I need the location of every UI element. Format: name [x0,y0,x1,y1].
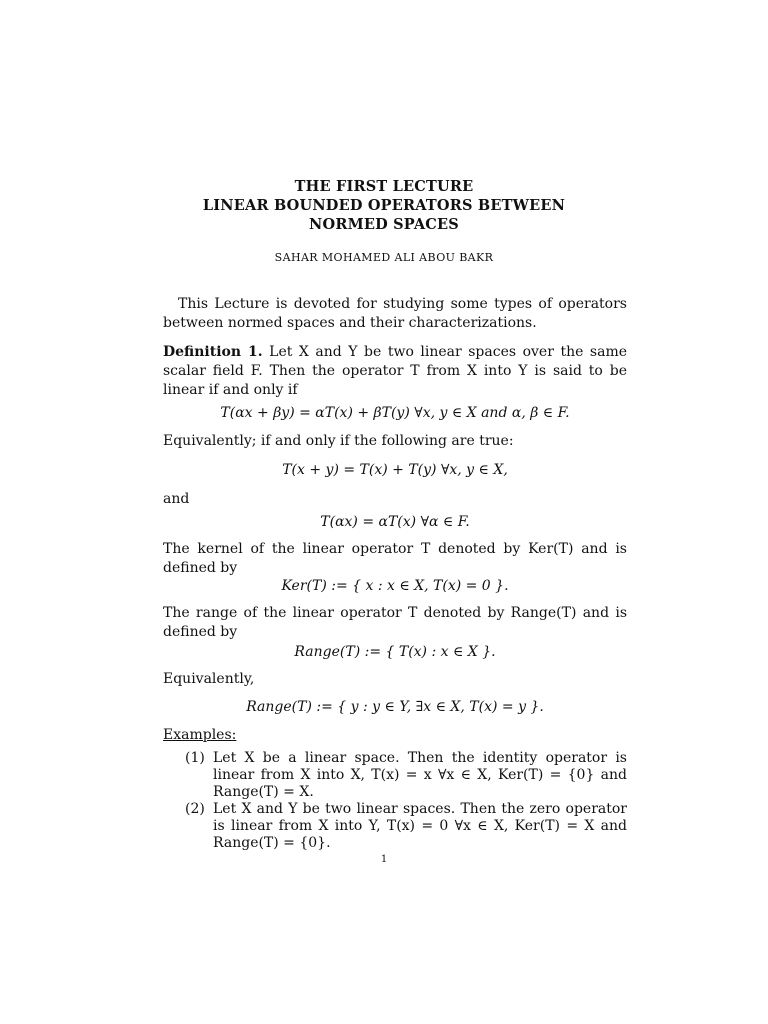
list-item-number: (2) [185,801,205,817]
list-item-text: Let X and Y be two linear spaces. Then the zero operator is linear from X into Y, T(x) = 0 ∀x ∈ X, Ker(T) = X and Range(T) = {0}. [213,801,627,851]
and-text: and [163,491,190,507]
list-item [185,750,627,801]
examples-heading [163,726,627,745]
equation-linearity: T(αx + βy) = αT(x) + βT(y) ∀x, y ∈ X and α, β ∈ F. [220,405,570,421]
title-line-2: LINEAR BOUNDED OPERATORS BETWEEN [202,197,566,214]
kernel-paragraph: The kernel of the linear operator T denoted by Ker(T) and is defined by [163,541,627,576]
title-line-1: THE FIRST LECTURE [294,178,474,195]
equation-kernel: Ker(T) := { x : x ∈ X, T(x) = 0 }. [281,578,509,594]
definition-paragraph [163,343,627,400]
equation-additivity: T(x + y) = T(x) + T(y) ∀x, y ∈ X, [282,462,508,478]
intro-paragraph: This Lecture is devoted for studying some types of operators between normed spaces and their characterizations. [163,296,627,331]
title-line-3: NORMED SPACES [309,216,459,233]
equivalently-2: Equivalently, [163,671,255,687]
examples-heading-text: Examples: [163,727,237,743]
equation-range: Range(T) := { T(x) : x ∈ X }. [294,644,496,660]
definition-text: Let X and Y be two linear spaces over the same scalar field F. Then the operator T from X into Y is said to be linear if and only if [163,344,628,398]
list-item [185,801,627,852]
list-item-number: (1) [185,750,205,766]
equation-homogeneity: T(αx) = αT(x) ∀α ∈ F. [320,514,470,530]
range-paragraph: The range of the linear operator T denoted by Range(T) and is defined by [163,605,627,640]
list-item-text: Let X be a linear space. Then the identity operator is linear from X into X, T(x) = x ∀x ∈ X, Ker(T) = {0} and Range(T) = X. [213,750,627,800]
definition-label: Definition 1. [163,344,263,360]
equivalently-paragraph: Equivalently; if and only if the following are true: [163,433,514,449]
author: SAHAR MOHAMED ALI ABOU BAKR [274,251,494,264]
equation-range-equivalent: Range(T) := { y : y ∈ Y, ∃x ∈ X, T(x) = y }. [246,699,544,715]
page-number: 1 [380,854,388,865]
